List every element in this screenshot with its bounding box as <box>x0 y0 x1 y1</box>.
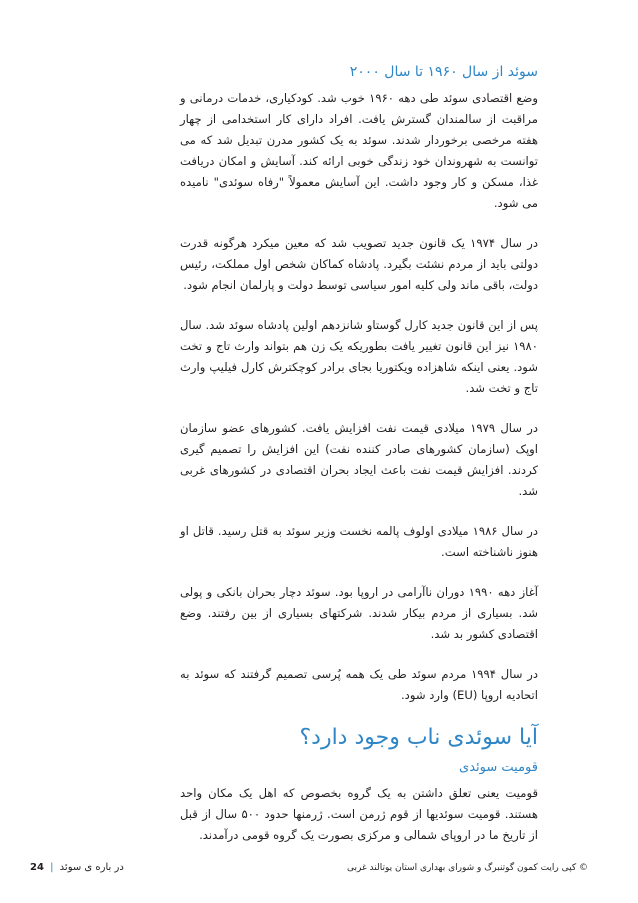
paragraph-oil-crisis: در سال ۱۹۷۹ میلادی قیمت نفت افزایش یافت. کشورهای عضو سازمان اوپک (سازمان کشورهای صادر کننده نفت) این افزایش را تصمیم گیری کردند. افزایش قیمت نفت باعث ایجاد بحران اقتصادی در کشورهای غربی شد. <box>180 421 538 498</box>
footer-book-title: در باره ی سوئد <box>59 862 124 873</box>
paragraph-1990s-crisis: آغاز دهه ۱۹۹۰ دوران ناآرامی در اروپا بود. سوئد دچار بحران بانکی و پولی شد. بسیاری از مردم بیکار شدند. شرکتهای بسیاری از بین رفتند. وضع اقتصادی کشور بد شد. <box>180 585 538 641</box>
paragraph-welfare: وضع اقتصادی سوئد طی دهه ۱۹۶۰ خوب شد. کودکیاری، خدمات درمانی و مراقبت از سالمندان گسترش یافت. افراد دارای کار استخدامی از چهار هفته مرخصی برخوردار شدند. سوئد به یک کشور مدرن تبدیل شد که می توانست به شهروندان خود زندگی خوبی ارائه کند. آسایش و امکان دریافت غذا، مسکن و کار وجود داشت. این آسایش معمولاً "رفاه سوئدی" نامیده می شود. <box>180 91 538 210</box>
main-content <box>180 64 538 865</box>
footer-book-info <box>30 862 124 873</box>
paragraph-ethnicity: قومیت یعنی تعلق داشتن به یک گروه بخصوص که اهل یک مکان واحد هستند. قومیت سوئدیها از قوم ژرمن است. ژرمنها حدود ۵۰۰ سال از قبل از تاریخ ما در اروپای شمالی و مرکزی بصورت یک گروه قومی درآمدند. <box>180 786 539 842</box>
footer-separator: | <box>50 862 54 873</box>
section-heading: سوئد از سال ۱۹۶۰ تا سال ۲۰۰۰ <box>349 64 538 80</box>
page-footer <box>0 858 638 882</box>
footer-copyright: © کپی رایت کمون گوتنبرگ و شورای بهداری استان یوتالند غربی <box>346 863 588 873</box>
page-number: 24 <box>30 862 44 873</box>
paragraph-palme: در سال ۱۹۸۶ میلادی اولوف پالمه نخست وزیر سوئد به قتل رسید. قاتل او هنوز ناشناخته است. <box>180 524 538 559</box>
paragraph-eu: در سال ۱۹۹۴ مردم سوئد طی یک همه پُرسی تصمیم گرفتند که سوئد به اتحادیه اروپا (EU) وارد شود. <box>180 667 538 702</box>
page-title: آیا سوئدی ناب وجود دارد؟ <box>299 725 538 750</box>
paragraph-1974-law: در سال ۱۹۷۴ یک قانون جدید تصویب شد که معین میکرد هرگونه قدرت دولتی باید از مردم نشئت بگیرد. پادشاه کماکان شخص اول مملکت، رئیس دولت، باقی ماند ولی کلیه امور سیاسی توسط دولت و پارلمان انجام شود. <box>180 236 538 292</box>
subsection-heading: قومیت سوئدی <box>459 760 538 775</box>
paragraph-succession: پس از این قانون جدید کارل گوستاو شانزدهم اولین پادشاه سوئد شد. سال ۱۹۸۰ نیز این قانون تغییر یافت بطوریکه یک زن هم بتواند وارث تاج و تخت شود. یعنی اینکه شاهزاده ویکتوریا بجای برادر کوچکترش کارل فیلیپ وارث تاج و تخت شد. <box>180 318 538 395</box>
